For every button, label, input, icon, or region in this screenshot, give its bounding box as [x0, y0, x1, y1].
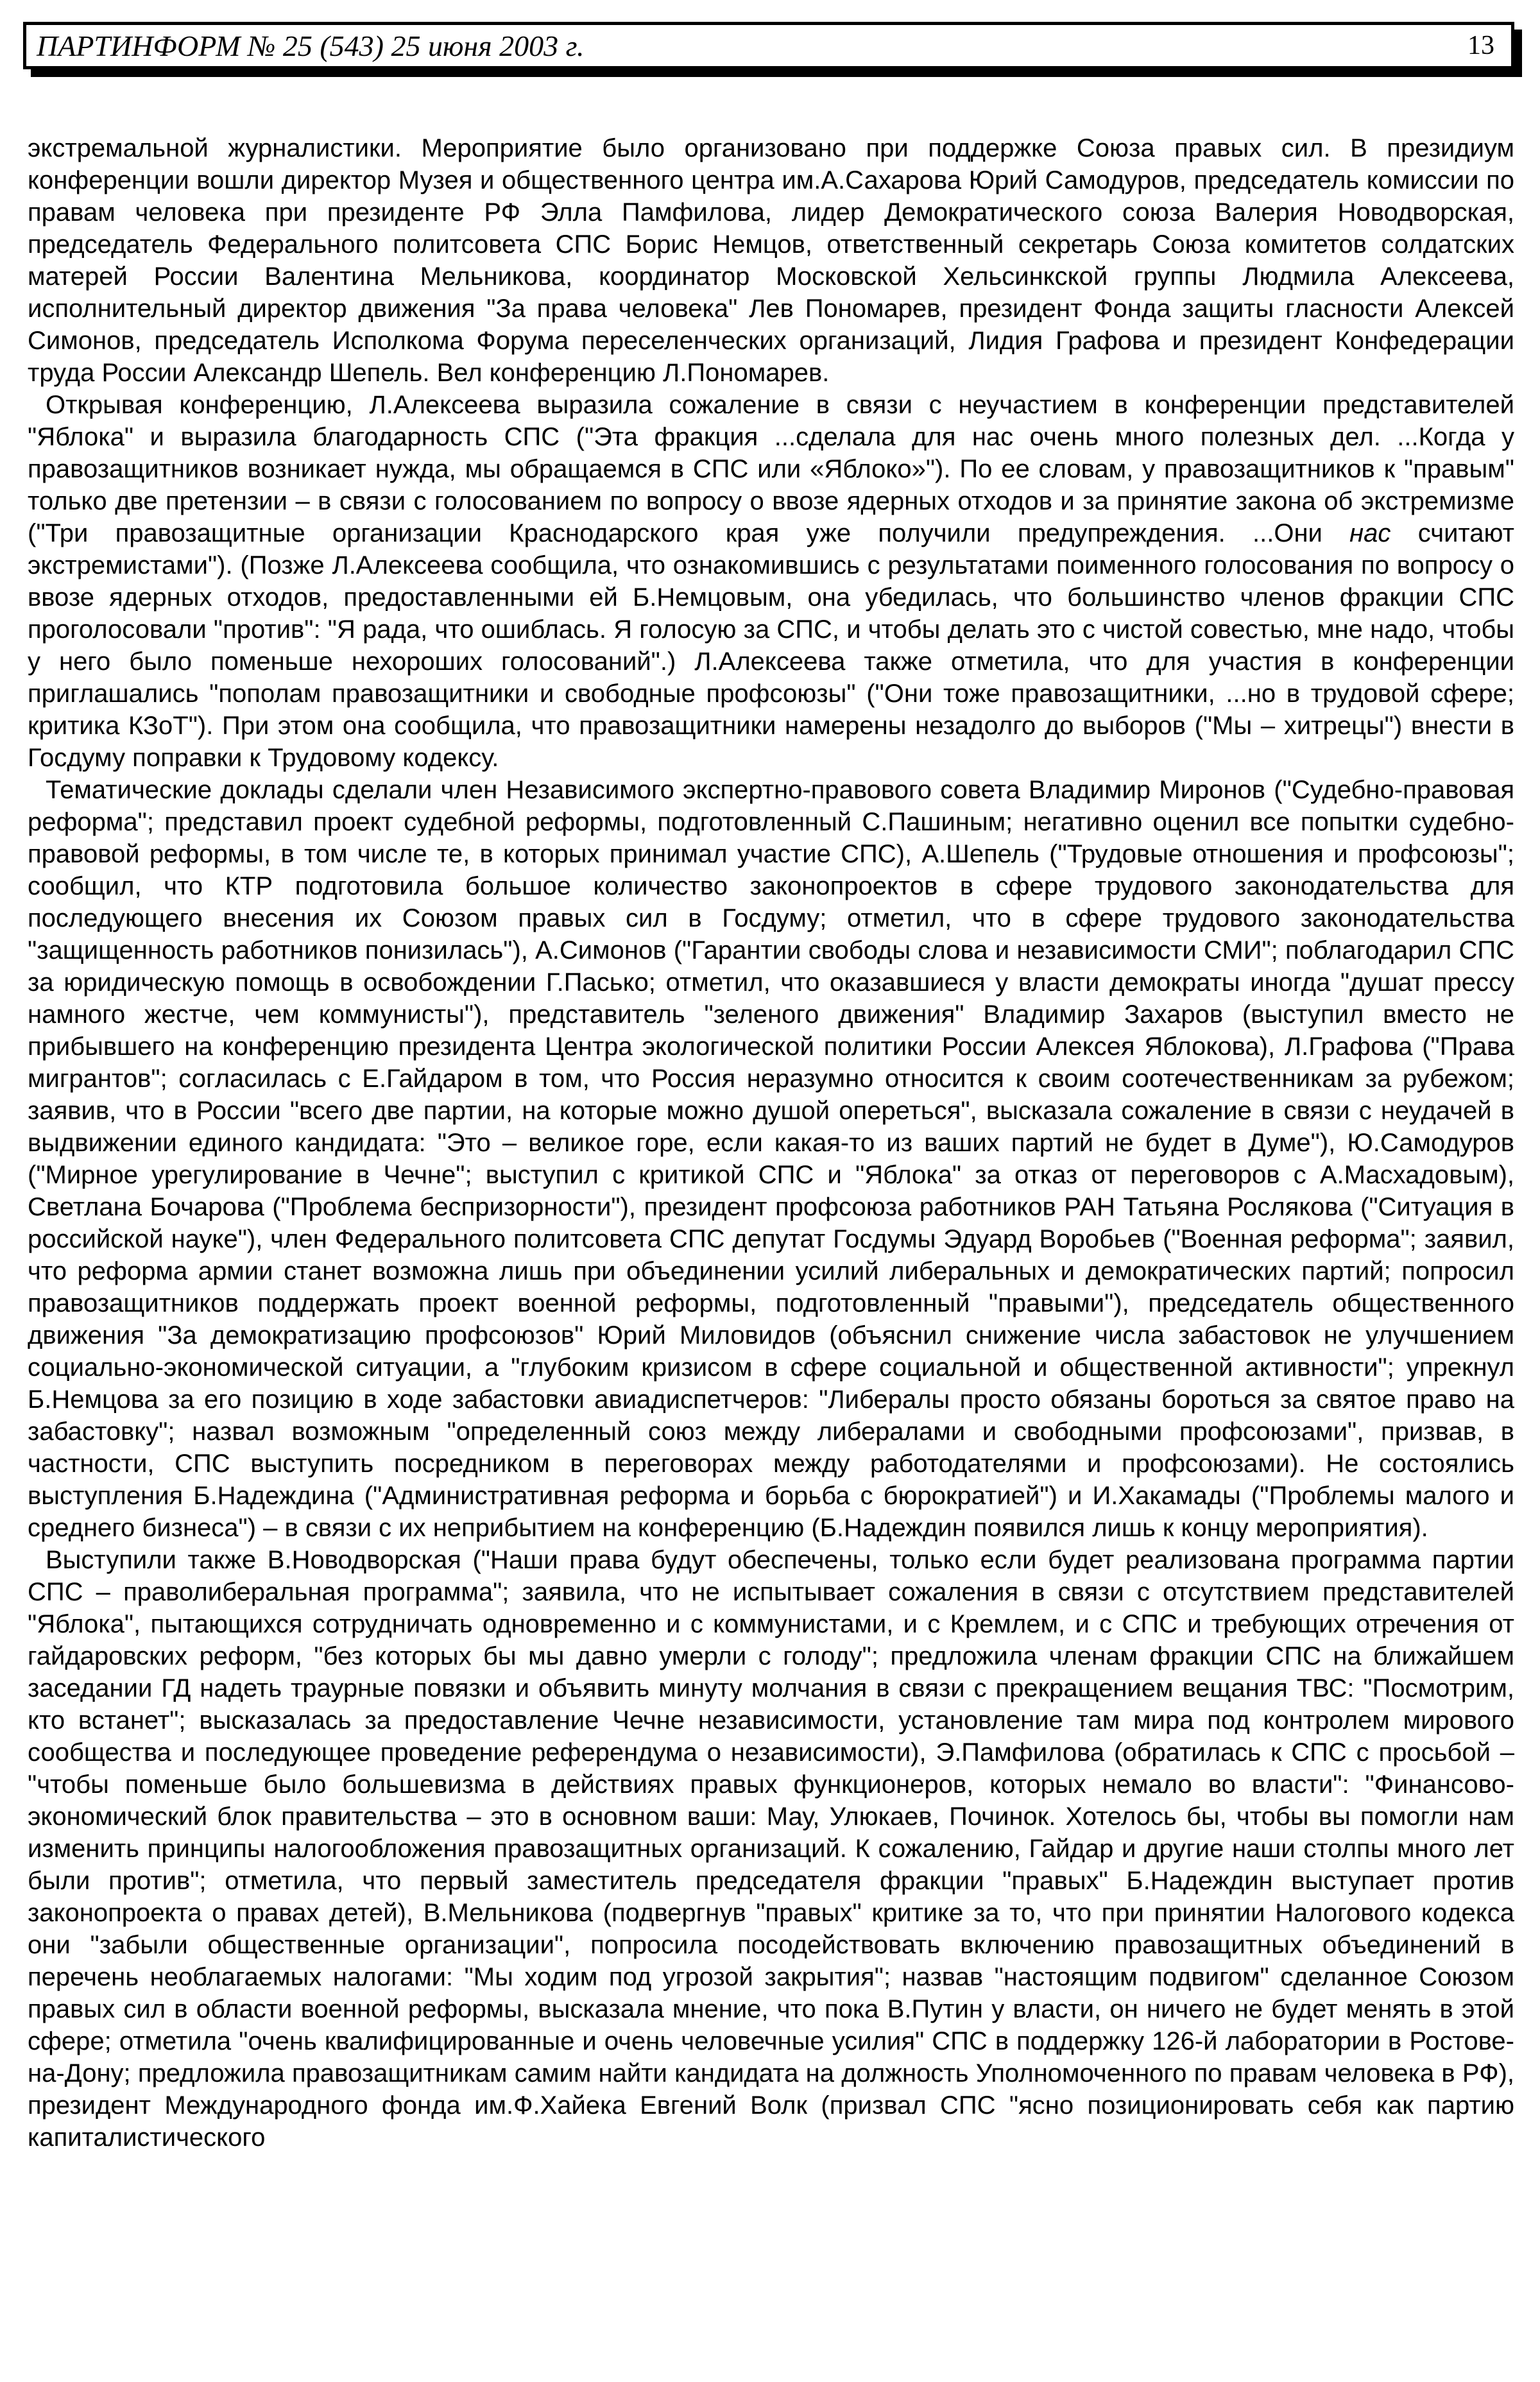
page-header: [23, 22, 1514, 69]
body-paragraph: экстремальной журналистики. Мероприятие было организовано при поддержке Союза правых сил. В президиум конференции вошли директор Музея и общественного центра им.А.Сахарова Юрий Самодуров, председатель комиссии по правам человека при президенте РФ Элла Памфилова, лидер Демократического союза Валерия Новодворская, председатель Федерального политсовета СПС Борис Немцов, ответственный секретарь Союза комитетов солдатских матерей России Валентина Мельникова, координатор Московской Хельсинкской группы Людмила Алексеева, исполнительный директор движения "За права человека" Лев Пономарев, президент Фонда защиты гласности Алексей Симонов, председатель Исполкома Форума переселенческих организаций, Лидия Графова и президент Конфедерации труда России Александр Шепель. Вел конференцию Л.Пономарев.: [28, 134, 1514, 387]
page-number: 13: [1467, 31, 1494, 60]
body-paragraph: Тематические доклады сделали член Независимого экспертно-правового совета Владимир Миронов ("Судебно-правовая реформа"; представил проект судебной реформы, подготовленный С.Пашиным; негативно оценил все попытки судебно-правовой реформы, в том числе те, в которых принимал участие СПС), А.Шепель ("Трудовые отношения и профсоюзы"; сообщил, что КТР подготовила большое количество законопроектов в сфере трудового законодательства для последующего внесения их Союзом правых сил в Госдуму; отметил, что в сфере трудового законодательства "защищенность работников понизилась"), А.Симонов ("Гарантии свободы слова и независимости СМИ"; поблагодарил СПС за юридическую помощь в освобождении Г.Пасько; отметил, что оказавшиеся у власти демократы иногда "душат прессу намного жестче, чем коммунисты"), представитель "зеленого движения" Владимир Захаров (выступил вместо не прибывшего на конференцию президента Центра экологической политики России Алексея Яблокова), Л.Графова ("Права мигрантов"; согласилась с Е.Гайдаром в том, что Россия неразумно относится к своим соотечественникам за рубежом; заявив, что в России "всего две партии, на которые можно душой опереться", высказала сожаление в связи с неудачей в выдвижении единого кандидата: "Это – великое горе, если какая-то из ваших партий не будет в Думе"), Ю.Самодуров ("Мирное урегулирование в Чечне"; выступил с критикой СПС и "Яблока" за отказ от переговоров с А.Масхадовым), Светлана Бочарова ("Проблема беспризорности"), президент профсоюза работников РАН Татьяна Рослякова ("Ситуация в российской науке"), член Федерального политсовета СПС депутат Госдумы Эдуард Воробьев ("Военная реформа"; заявил, что реформа армии станет возможна лишь при объединении усилий либеральных и демократических партий; попросил правозащитников поддержать проект военной реформы, подготовленный "правыми"), председатель общественного движения "За демократизацию профсоюзов" Юрий Миловидов (объяснил снижение числа забастовок не улучшением социально-экономической ситуации, а "глубоким кризисом в сфере социальной и общественной активности"; упрекнул Б.Немцова за его позицию в ходе забастовки авиадиспетчеров: "Либералы просто обязаны бороться за святое право на забастовку"; назвал возможным "определенный союз между либералами и свободными профсоюзами", призвав, в частности, СПС выступить посредником в переговорах между работодателями и профсоюзами). Не состоялись выступления Б.Надеждина ("Административная реформа и борьба с бюрократией") и И.Хакамады ("Проблемы малого и среднего бизнеса") – в связи с их неприбытием на конференцию (Б.Надеждин появился лишь к концу мероприятия).: [28, 776, 1514, 1542]
body-paragraph: Выступили также В.Новодворская ("Наши права будут обеспечены, только если будет реализована программа партии СПС – праволиберальная программа"; заявила, что не испытывает сожаления в связи с отсутствием представителей "Яблока", пытающихся сотрудничать одновременно и с коммунистами, и с Кремлем, и с СПС и требующих отречения от гайдаровских реформ, "без которых бы мы давно умерли с голоду"; предложила членам фракции СПС на ближайшем заседании ГД надеть траурные повязки и объявить минуту молчания в связи с прекращением вещания ТВС: "Посмотрим, кто встанет"; высказалась за предоставление Чечне независимости, установление там мира под контролем мирового сообщества и последующее проведение референдума о независимости), Э.Памфилова (обратилась к СПС с просьбой – "чтобы поменьше было большевизма в действиях правых функционеров, которых немало во власти": "Финансово-экономический блок правительства – это в основном ваши: Мау, Улюкаев, Починок. Хотелось бы, чтобы вы помогли нам изменить принципы налогообложения правозащитных организаций. К сожалению, Гайдар и другие наши столпы много лет были против"; отметила, что первый заместитель председателя фракции "правых" Б.Надеждин выступает против законопроекта о правах детей), В.Мельникова (подвергнув "правых" критике за то, что при принятии Налогового кодекса они "забыли общественные организации", попросила посодействовать включению правозащитных объединений в перечень необлагаемых налогами: "Мы ходим под угрозой закрытия"; назвав "настоящим подвигом" сделанное Союзом правых сил в области военной реформы, высказала мнение, что пока В.Путин у власти, он ничего не будет менять в этой сфере; отметила "очень квалифицированные и очень человечные усилия" СПС в поддержку 126-й лаборатории в Ростове-на-Дону; предложила правозащитникам самим найти кандидата на должность Уполномоченного по правам человека в РФ), президент Международного фонда им.Ф.Хайека Евгений Волк (призвал СПС "ясно позиционировать себя как партию капиталистического: [28, 1546, 1514, 2152]
newsletter-title: ПАРТИНФОРМ № 25 (543) 25 июня 2003 г.: [37, 29, 585, 62]
body-paragraph: Открывая конференцию, Л.Алексеева выразила сожаление в связи с неучастием в конференции представителей "Яблока" и выразила благодарность СПС ("Эта фракция ...сделала для нас очень много полезных дел. ...Когда у правозащитников возникает нужда, мы обращаемся в СПС или «Яблоко»"). По ее словам, у правозащитников к "правым" только две претензии – в связи с голосованием по вопросу о ввозе ядерных отходов и за принятие закона об экстремизме ("Три правозащитные организации Краснодарского края уже получили предупреждения. ...Они нас считают экстремистами"). (Позже Л.Алексеева сообщила, что ознакомившись с результатами поименного голосования по вопросу о ввозе ядерных отходов, предоставленными ей Б.Немцовым, она убедилась, что большинство членов фракции СПС проголосовали "против": "Я рада, что ошиблась. Я голосую за СПС, и чтобы делать это с чистой совестью, мне надо, чтобы у него было поменьше нехороших голосований".) Л.Алексеева также отметила, что для участия в конференции приглашались "пополам правозащитники и свободные профсоюзы" ("Они тоже правозащитники, ...но в трудовой сфере; критика КЗоТ"). При этом она сообщила, что правозащитники намерены незадолго до выборов ("Мы – хитрецы") внести в Госдуму поправки к Трудовому кодексу.: [28, 391, 1514, 772]
article-body: [28, 132, 1514, 2154]
